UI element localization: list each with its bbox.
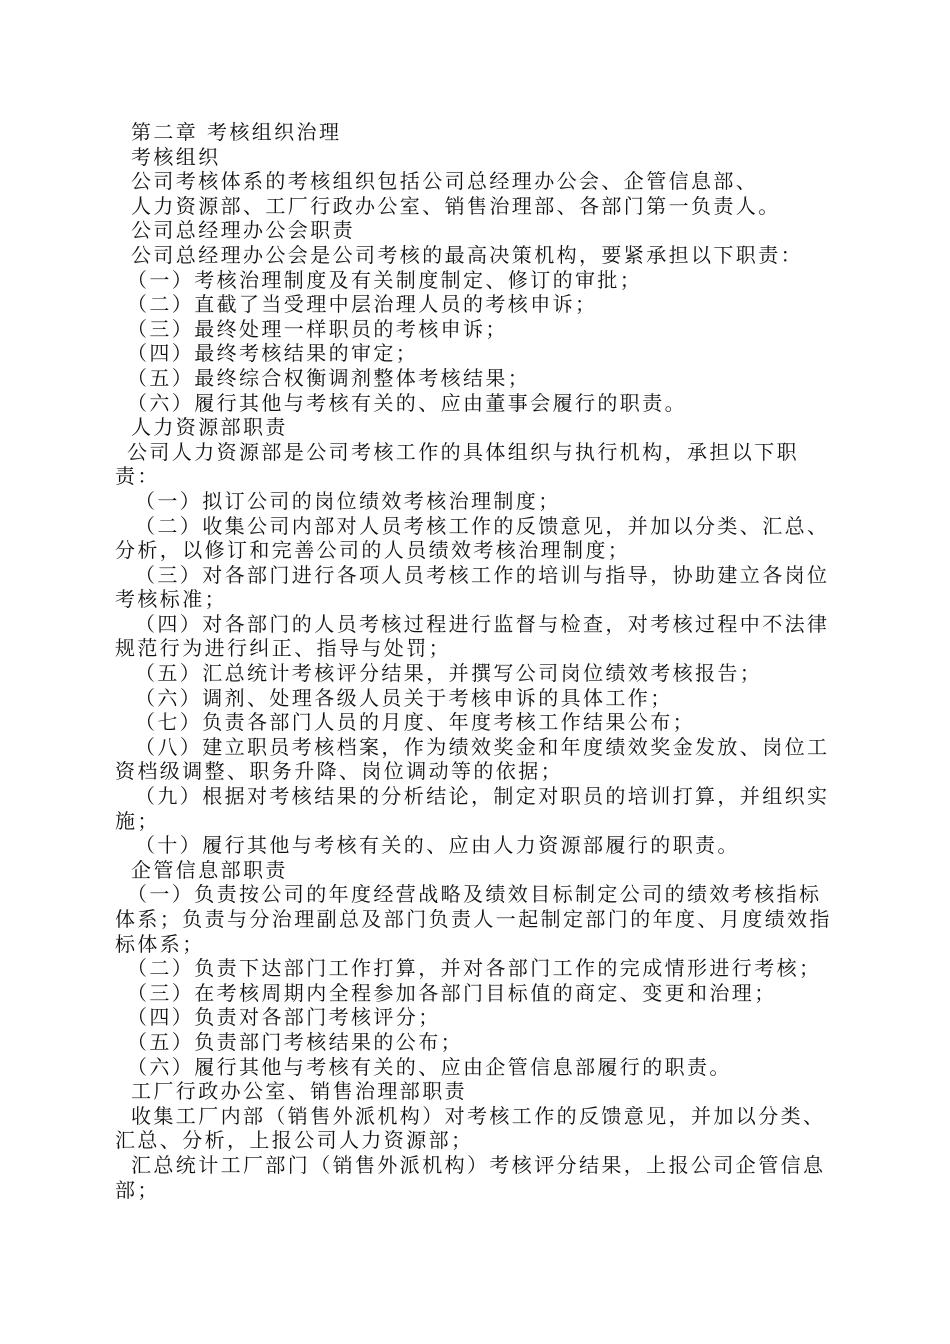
list-item: （十）履行其他与考核有关的、应由人力资源部履行的职责。 xyxy=(135,833,740,858)
list-item: （六）履行其他与考核有关的、应由董事会履行的职责。 xyxy=(127,390,687,415)
section-heading: 工厂行政办公室、销售治理部职责 xyxy=(131,1079,467,1104)
paragraph-line: 规范行为进行纠正、指导与处罚； xyxy=(115,636,451,661)
list-item: （六）调剂、处理各级人员关于考核申诉的具体工作； xyxy=(135,685,673,710)
paragraph-line: 公司总经理办公会是公司考核的最高决策机构，要紧承担以下职责： xyxy=(131,242,803,267)
list-item: （四）负责对各部门考核评分； xyxy=(127,1005,441,1030)
list-item: （三）对各部门进行各项人员考核工作的培训与指导，协助建立各岗位 xyxy=(135,562,830,587)
list-item: （二）直截了当受理中层治理人员的考核申诉； xyxy=(127,292,598,317)
list-item: （四）对各部门的人员考核过程进行监督与检查，对考核过程中不法律 xyxy=(135,611,830,636)
section-heading: 人力资源部职责 xyxy=(131,415,288,440)
list-item: （八）建立职员考核档案，作为绩效奖金和年度绩效奖金发放、岗位工 xyxy=(135,734,830,759)
list-item: （五）负责部门考核结果的公布； xyxy=(127,1029,463,1054)
list-item: （二）收集公司内部对人员考核工作的反馈意见，并加以分类、汇总、 xyxy=(135,513,830,538)
list-item: （九）根据对考核结果的分析结论，制定对职员的培训打算，并组织实 xyxy=(135,784,830,809)
paragraph-line: 部； xyxy=(115,1177,160,1202)
section-heading: 企管信息部职责 xyxy=(131,857,288,882)
paragraph-line: 责： xyxy=(115,464,160,489)
paragraph-line: 公司人力资源部是公司考核工作的具体组织与执行机构，承担以下职 xyxy=(127,439,799,464)
paragraph-line: 收集工厂内部（销售外派机构）对考核工作的反馈意见，并加以分类、 xyxy=(131,1103,826,1128)
paragraph-line: 分析，以修订和完善公司的人员绩效考核治理制度； xyxy=(115,538,631,563)
paragraph-line: 资档级调整、职务升降、岗位调动等的依据； xyxy=(115,759,563,784)
list-item: （四）最终考核结果的审定； xyxy=(127,341,419,366)
paragraph-line: 考核标准； xyxy=(115,587,227,612)
list-item: （五）汇总统计考核评分结果，并撰写公司岗位绩效考核报告； xyxy=(135,661,763,686)
section-heading: 考核组织 xyxy=(131,144,221,169)
paragraph-line: 汇总、分析，上报公司人力资源部； xyxy=(115,1128,474,1153)
list-item: （一）负责按公司的年度经营战略及绩效目标制定公司的绩效考核指标 xyxy=(127,882,822,907)
paragraph-line: 体系；负责与分治理副总及部门负责人一起制定部门的年度、月度绩效指 xyxy=(115,907,832,931)
list-item: （三）在考核周期内全程参加各部门目标值的商定、变更和治理； xyxy=(127,980,777,1005)
paragraph-line: 公司考核体系的考核组织包括公司总经理办公会、企管信息部、 xyxy=(131,169,759,194)
section-heading: 公司总经理办公会职责 xyxy=(131,218,355,243)
paragraph-line: 人力资源部、工厂行政办公室、销售治理部、各部门第一负责人。 xyxy=(131,193,781,218)
paragraph-line: 标体系； xyxy=(115,931,205,956)
list-item: （一）考核治理制度及有关制度制定、修订的审批； xyxy=(127,267,643,292)
list-item: （三）最终处理一样职员的考核申诉； xyxy=(127,316,508,341)
document-page xyxy=(115,120,835,1202)
list-item: （五）最终综合权衡调剂整体考核结果； xyxy=(127,365,531,390)
paragraph-line: 汇总统计工厂部门（销售外派机构）考核评分结果，上报公司企管信息 xyxy=(131,1152,826,1177)
list-item: （一）拟订公司的岗位绩效考核治理制度； xyxy=(135,488,561,513)
chapter-title: 第二章 考核组织治理 xyxy=(131,120,342,144)
list-item: （六）履行其他与考核有关的、应由企管信息部履行的职责。 xyxy=(127,1054,732,1079)
list-item: （二）负责下达部门工作打算，并对各部门工作的完成情形进行考核； xyxy=(127,956,822,981)
paragraph-line: 施； xyxy=(115,808,160,833)
list-item: （七）负责各部门人员的月度、年度考核工作结果公布； xyxy=(135,710,695,735)
